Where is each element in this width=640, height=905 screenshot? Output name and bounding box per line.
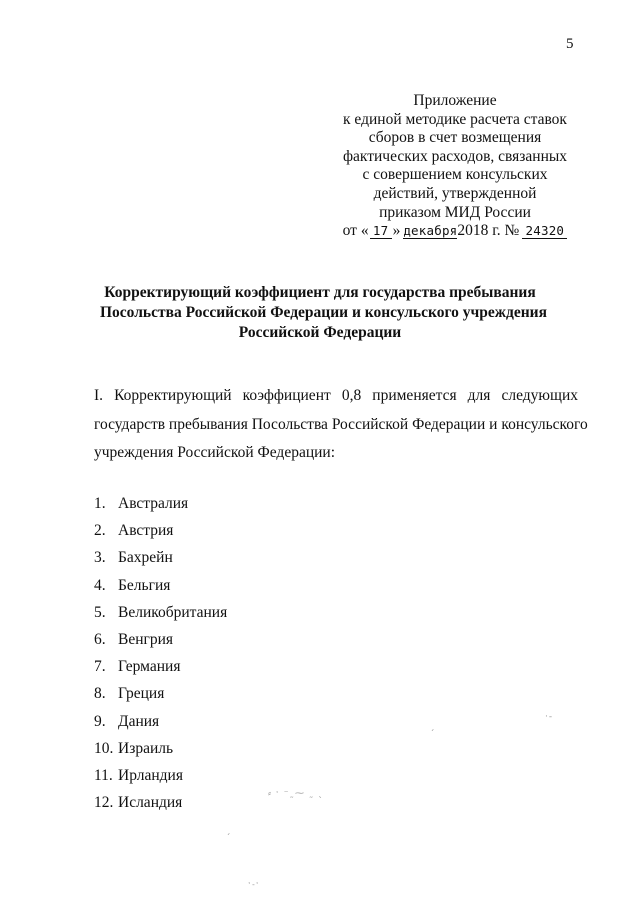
scan-speck: ˑ˗ˑ — [248, 880, 260, 890]
list-item — [94, 626, 227, 653]
country-name: Исландия — [118, 794, 183, 812]
list-item — [94, 762, 227, 789]
country-name: Израиль — [118, 739, 174, 757]
country-name: Венгрия — [118, 630, 174, 648]
intro-line: государств пребывания Посольства Российской Федерации и консульского — [94, 415, 588, 433]
list-item — [94, 517, 227, 544]
intro-line: I. Корректирующий коэффициент 0,8 применяется для следующих — [94, 387, 578, 404]
item-number: 10. — [94, 739, 114, 757]
date-prefix: от « — [342, 222, 369, 240]
scan-speck: ·‐ — [545, 712, 554, 722]
item-number: 6. — [94, 630, 106, 648]
appendix-line: с совершением консульских — [362, 166, 548, 184]
item-number: 8. — [94, 685, 106, 703]
page-number: 5 — [566, 36, 574, 52]
list-item — [94, 653, 227, 680]
order-month: декабря — [403, 223, 458, 239]
list-item — [94, 735, 227, 762]
list-item — [94, 490, 227, 517]
list-item — [94, 572, 227, 599]
date-mid: » — [392, 222, 401, 240]
item-number: 9. — [94, 712, 106, 730]
country-name: Бахрейн — [118, 549, 173, 567]
list-item — [94, 599, 227, 626]
order-number: 24320 — [522, 223, 567, 239]
document-title — [100, 283, 547, 343]
country-name: Дания — [118, 712, 160, 730]
country-name: Греция — [118, 685, 165, 703]
order-date-line — [330, 222, 580, 241]
intro-paragraph — [94, 382, 588, 468]
title-line: Российской Федерации — [238, 324, 402, 341]
appendix-line: действий, утвержденной — [373, 184, 537, 202]
country-name: Австралия — [118, 495, 189, 512]
title-line: Посольства Российской Федерации и консульского учреждения — [100, 304, 547, 321]
appendix-line: Приложение — [413, 92, 497, 109]
list-item — [94, 680, 227, 707]
appendix-line: сборов в счет возмещения — [368, 129, 542, 147]
item-number: 5. — [94, 603, 106, 621]
item-number: 2. — [94, 522, 106, 540]
country-name: Ирландия — [118, 766, 183, 784]
intro-line: учреждения Российской Федерации: — [94, 444, 336, 462]
item-number: 4. — [94, 576, 106, 594]
scan-speck: ⸗ ˑ ⁻˷⁓ ˷ ˎ — [268, 789, 324, 799]
item-number: 1. — [94, 495, 106, 512]
appendix-line: фактических расходов, связанных — [342, 147, 568, 165]
year-suffix: 2018 г. № — [457, 222, 520, 240]
scan-speck: ˏ — [430, 722, 436, 732]
country-name: Германия — [118, 658, 181, 676]
appendix-line: приказом МИД России — [379, 203, 531, 221]
list-item — [94, 789, 227, 816]
list-item — [94, 544, 227, 571]
country-name: Великобритания — [118, 603, 228, 621]
list-item — [94, 708, 227, 735]
country-name: Бельгия — [118, 576, 171, 594]
appendix-line: к единой методике расчета ставок — [343, 110, 567, 128]
country-list — [94, 490, 227, 816]
item-number: 7. — [94, 658, 106, 676]
order-day: 17 — [370, 223, 392, 239]
item-number: 12. — [94, 794, 114, 812]
country-name: Австрия — [118, 522, 174, 540]
item-number: 3. — [94, 549, 106, 567]
title-line: Корректирующий коэффициент для государства пребывания — [104, 284, 536, 301]
scan-speck: ˏ — [226, 826, 232, 836]
appendix-block — [330, 92, 580, 241]
item-number: 11. — [94, 766, 113, 784]
